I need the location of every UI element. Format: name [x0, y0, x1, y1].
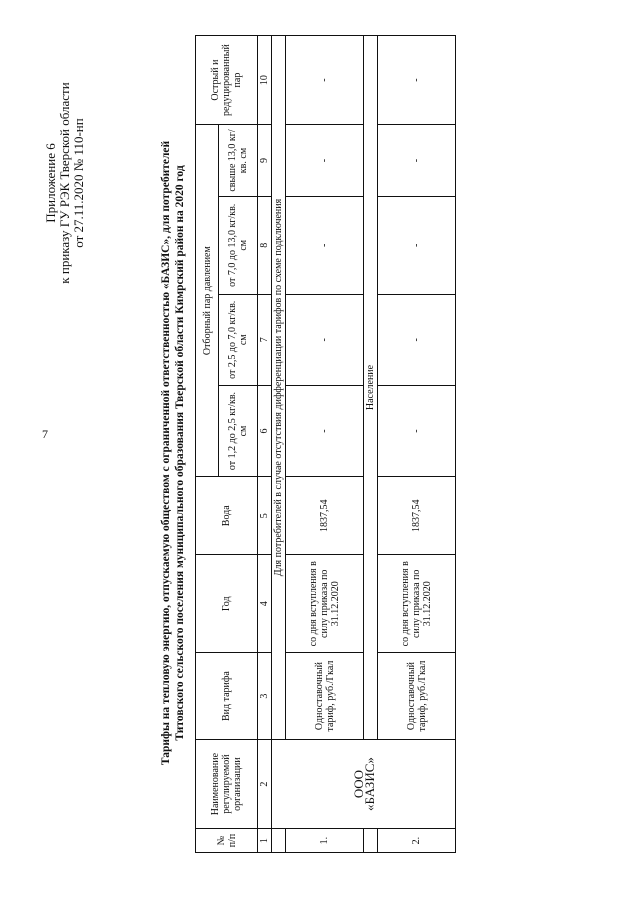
- appendix-block: [44, 48, 86, 318]
- table-row: [286, 36, 364, 853]
- header-num: № п/п: [196, 829, 258, 853]
- column-index: 7: [258, 294, 272, 385]
- column-index: 9: [258, 125, 272, 197]
- title-line-2: Титовского сельского поселения муниципального образования Тверской области Кимрский район на 2020 год: [174, 165, 186, 741]
- row-steam-4: -: [286, 125, 364, 197]
- header-steam-2: от 2,5 до 7,0 кг/кв. см: [219, 294, 258, 385]
- row-tariff-type: Одноставочный тариф, руб./Гкал: [378, 653, 456, 740]
- header-year: Год: [196, 555, 258, 653]
- page-number: 7: [42, 427, 48, 441]
- row-steam-2: -: [378, 294, 456, 385]
- row-steam-4: -: [378, 125, 456, 197]
- band-num-cell: [272, 829, 286, 853]
- row-year: со дня вступления в силу приказа по 31.12.2020: [286, 555, 364, 653]
- tariff-table: [195, 35, 456, 853]
- row-tariff-type: Одноставочный тариф, руб./Гкал: [286, 653, 364, 740]
- appendix-line-2: к приказу ГУ РЭК Тверской области: [57, 82, 72, 284]
- column-index: 5: [258, 477, 272, 555]
- row-num: 1.: [286, 829, 364, 853]
- header-steam-3: от 7,0 до 13,0 кг/кв. см: [219, 196, 258, 294]
- column-index: 1: [258, 829, 272, 853]
- header-organization: Наименование регулируемой организации: [196, 740, 258, 829]
- header-steam-1: от 1,2 до 2,5 кг/кв. см: [219, 385, 258, 476]
- organization-name: ООО «БАЗИС»: [272, 740, 456, 829]
- row-water: 1837,54: [378, 477, 456, 555]
- column-index-row: [258, 36, 272, 853]
- column-index: 10: [258, 36, 272, 125]
- band-num-cell: [364, 829, 378, 853]
- row-sharp-steam: -: [286, 36, 364, 125]
- band-row-population: [364, 36, 378, 853]
- title-line-1: Тарифы на тепловую энергию, отпускаемую обществом с ограниченной ответственностью «БАЗИС», для потребителей: [160, 140, 172, 766]
- band-row-consumers: [272, 36, 286, 853]
- row-steam-1: -: [286, 385, 364, 476]
- row-year: со дня вступления в силу приказа по 31.12.2020: [378, 555, 456, 653]
- table-row: [378, 36, 456, 853]
- band-consumers-label: Для потребителей в случае отсутствия дифференциации тарифов по схеме подключения: [272, 36, 286, 740]
- row-num: 2.: [378, 829, 456, 853]
- row-water: 1837,54: [286, 477, 364, 555]
- column-index: 8: [258, 196, 272, 294]
- row-steam-3: -: [378, 196, 456, 294]
- column-index: 6: [258, 385, 272, 476]
- appendix-line-1: Приложение 6: [43, 143, 58, 223]
- document-title: [159, 103, 187, 803]
- row-steam-2: -: [286, 294, 364, 385]
- header-tariff-type: Вид тарифа: [196, 653, 258, 740]
- landscape-page: [16, 13, 626, 893]
- row-steam-1: -: [378, 385, 456, 476]
- column-index: 3: [258, 653, 272, 740]
- header-steam-group: Отборный пар давлением: [196, 125, 219, 477]
- band-population-label: Население: [364, 36, 378, 740]
- column-index: 2: [258, 740, 272, 829]
- header-water: Вода: [196, 477, 258, 555]
- row-steam-3: -: [286, 196, 364, 294]
- header-steam-4: свыше 13,0 кг/кв. см: [219, 125, 258, 197]
- header-sharp-steam: Острый и редуцированный пар: [196, 36, 258, 125]
- row-sharp-steam: -: [378, 36, 456, 125]
- column-index: 4: [258, 555, 272, 653]
- appendix-line-3: от 27.11.2020 № 110-нп: [71, 118, 86, 248]
